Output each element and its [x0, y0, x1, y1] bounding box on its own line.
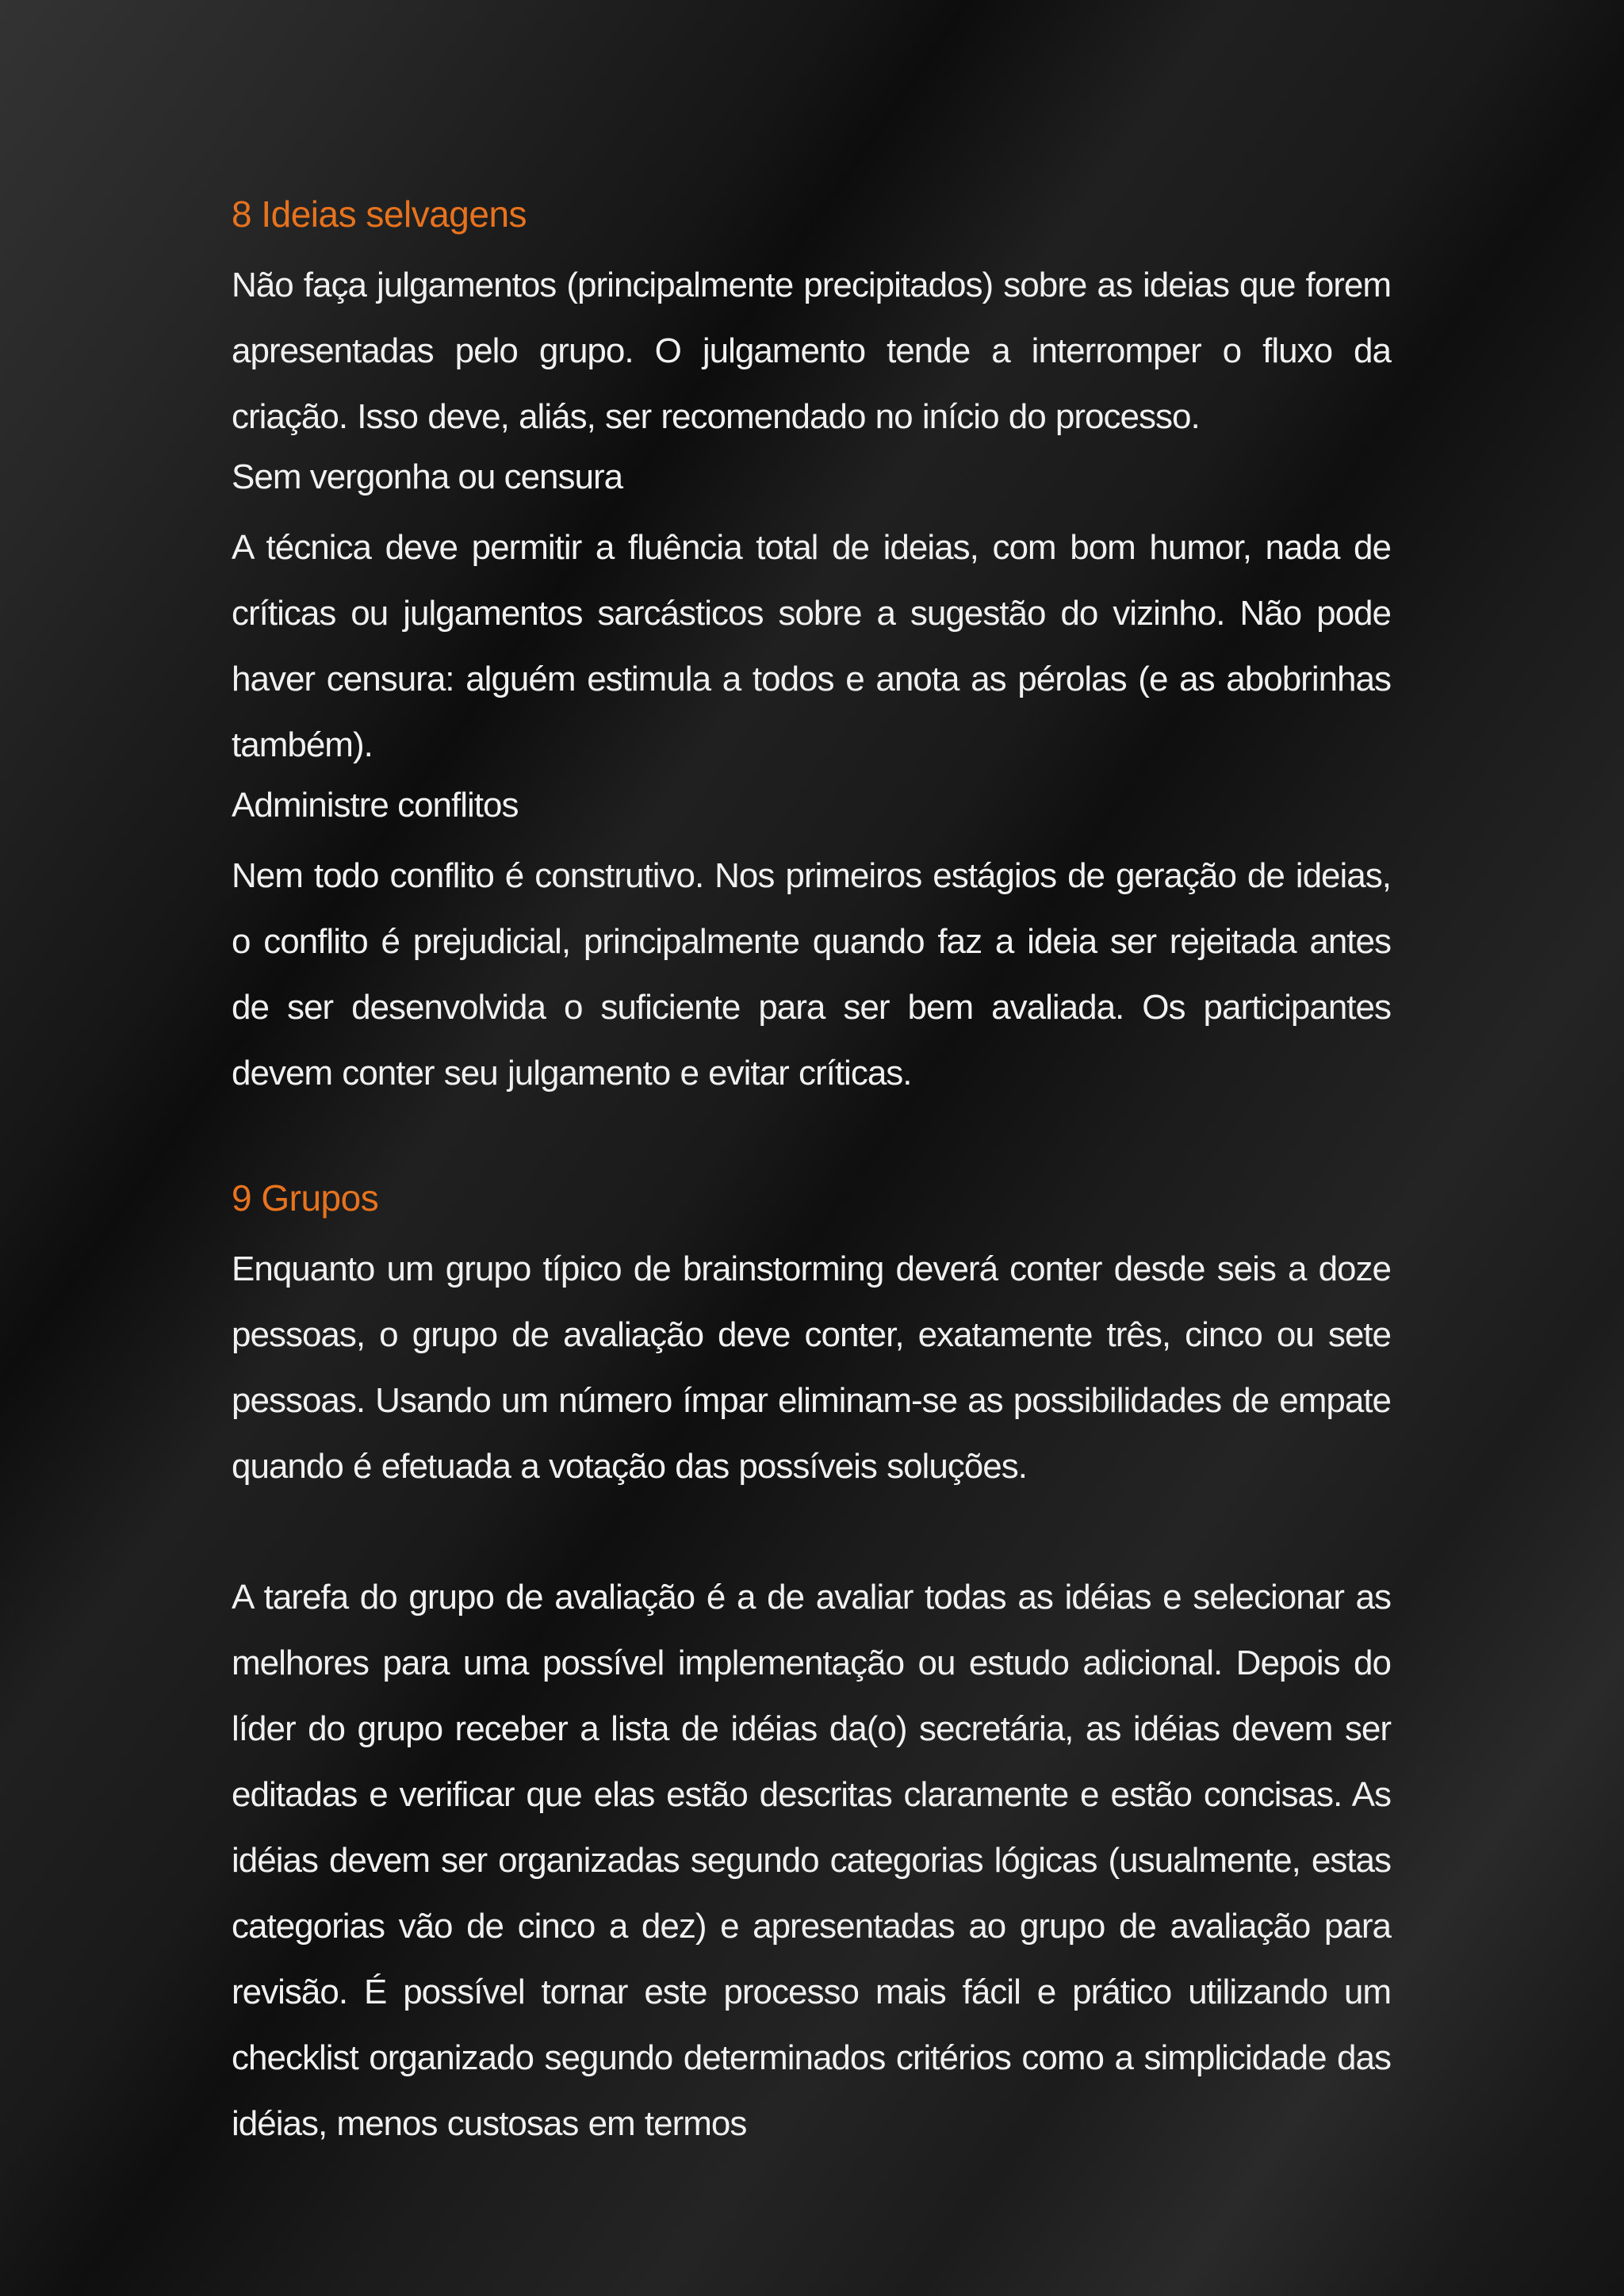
subheading: Sem vergonha ou censura	[232, 457, 623, 496]
section-heading: 9 Grupos	[232, 1177, 379, 1219]
spacer	[232, 1106, 1391, 1171]
paragraph: Não faça julgamentos (principalmente precipitados) sobre as ideias que forem apresentadas pelo grupo. O julgamento tende a interromper o fluxo da criação. Isso deve, aliás, ser recomendado no início do processo.	[232, 266, 1391, 436]
section-heading: 8 Ideias selvagens	[232, 193, 527, 235]
paragraph: A tarefa do grupo de avaliação é a de avaliar todas as idéias e selecionar as melhores para uma possível implementação ou estudo adicional. Depois do líder do grupo receber a lista de idéias da(o) secretária, as idéias devem ser editadas e verificar que elas estão descritas claramente e estão concisas. As idéias devem ser organizadas segundo categorias lógicas (usualmente, estas categorias vão de cinco a dez) e apresentadas ao grupo de avaliação para revisão. É possível tornar este processo mais fácil e prático utilizando um checklist organizado segundo determinados critérios como a simplicidade das idéias, menos custosas em termos	[232, 1578, 1391, 2143]
paragraph: A técnica deve permitir a fluência total de ideias, com bom humor, nada de críticas ou julgamentos sarcásticos sobre a sugestão do vizinho. Não pode haver censura: alguém estimula a todos e anota as pérolas (e as abobrinhas também).	[232, 528, 1391, 764]
section-9	[232, 1171, 1391, 2156]
paragraph: Enquanto um grupo típico de brainstorming deverá conter desde seis a doze pessoas, o grupo de avaliação deve conter, exatamente três, cinco ou sete pessoas. Usando um número ímpar eliminam-se as possibilidades de empate quando é efetuada a votação das possíveis soluções.	[232, 1249, 1391, 1486]
spacer	[232, 1499, 1391, 1564]
paragraph: Nem todo conflito é construtivo. Nos primeiros estágios de geração de ideias, o conflito é prejudicial, principalmente quando faz a ideia ser rejeitada antes de ser desenvolvida o suficiente para ser bem avaliada. Os participantes devem conter seu julgamento e evitar críticas.	[232, 856, 1391, 1093]
subheading: Administre conflitos	[232, 786, 519, 825]
document-page	[232, 187, 1391, 2156]
section-8	[232, 187, 1391, 1106]
